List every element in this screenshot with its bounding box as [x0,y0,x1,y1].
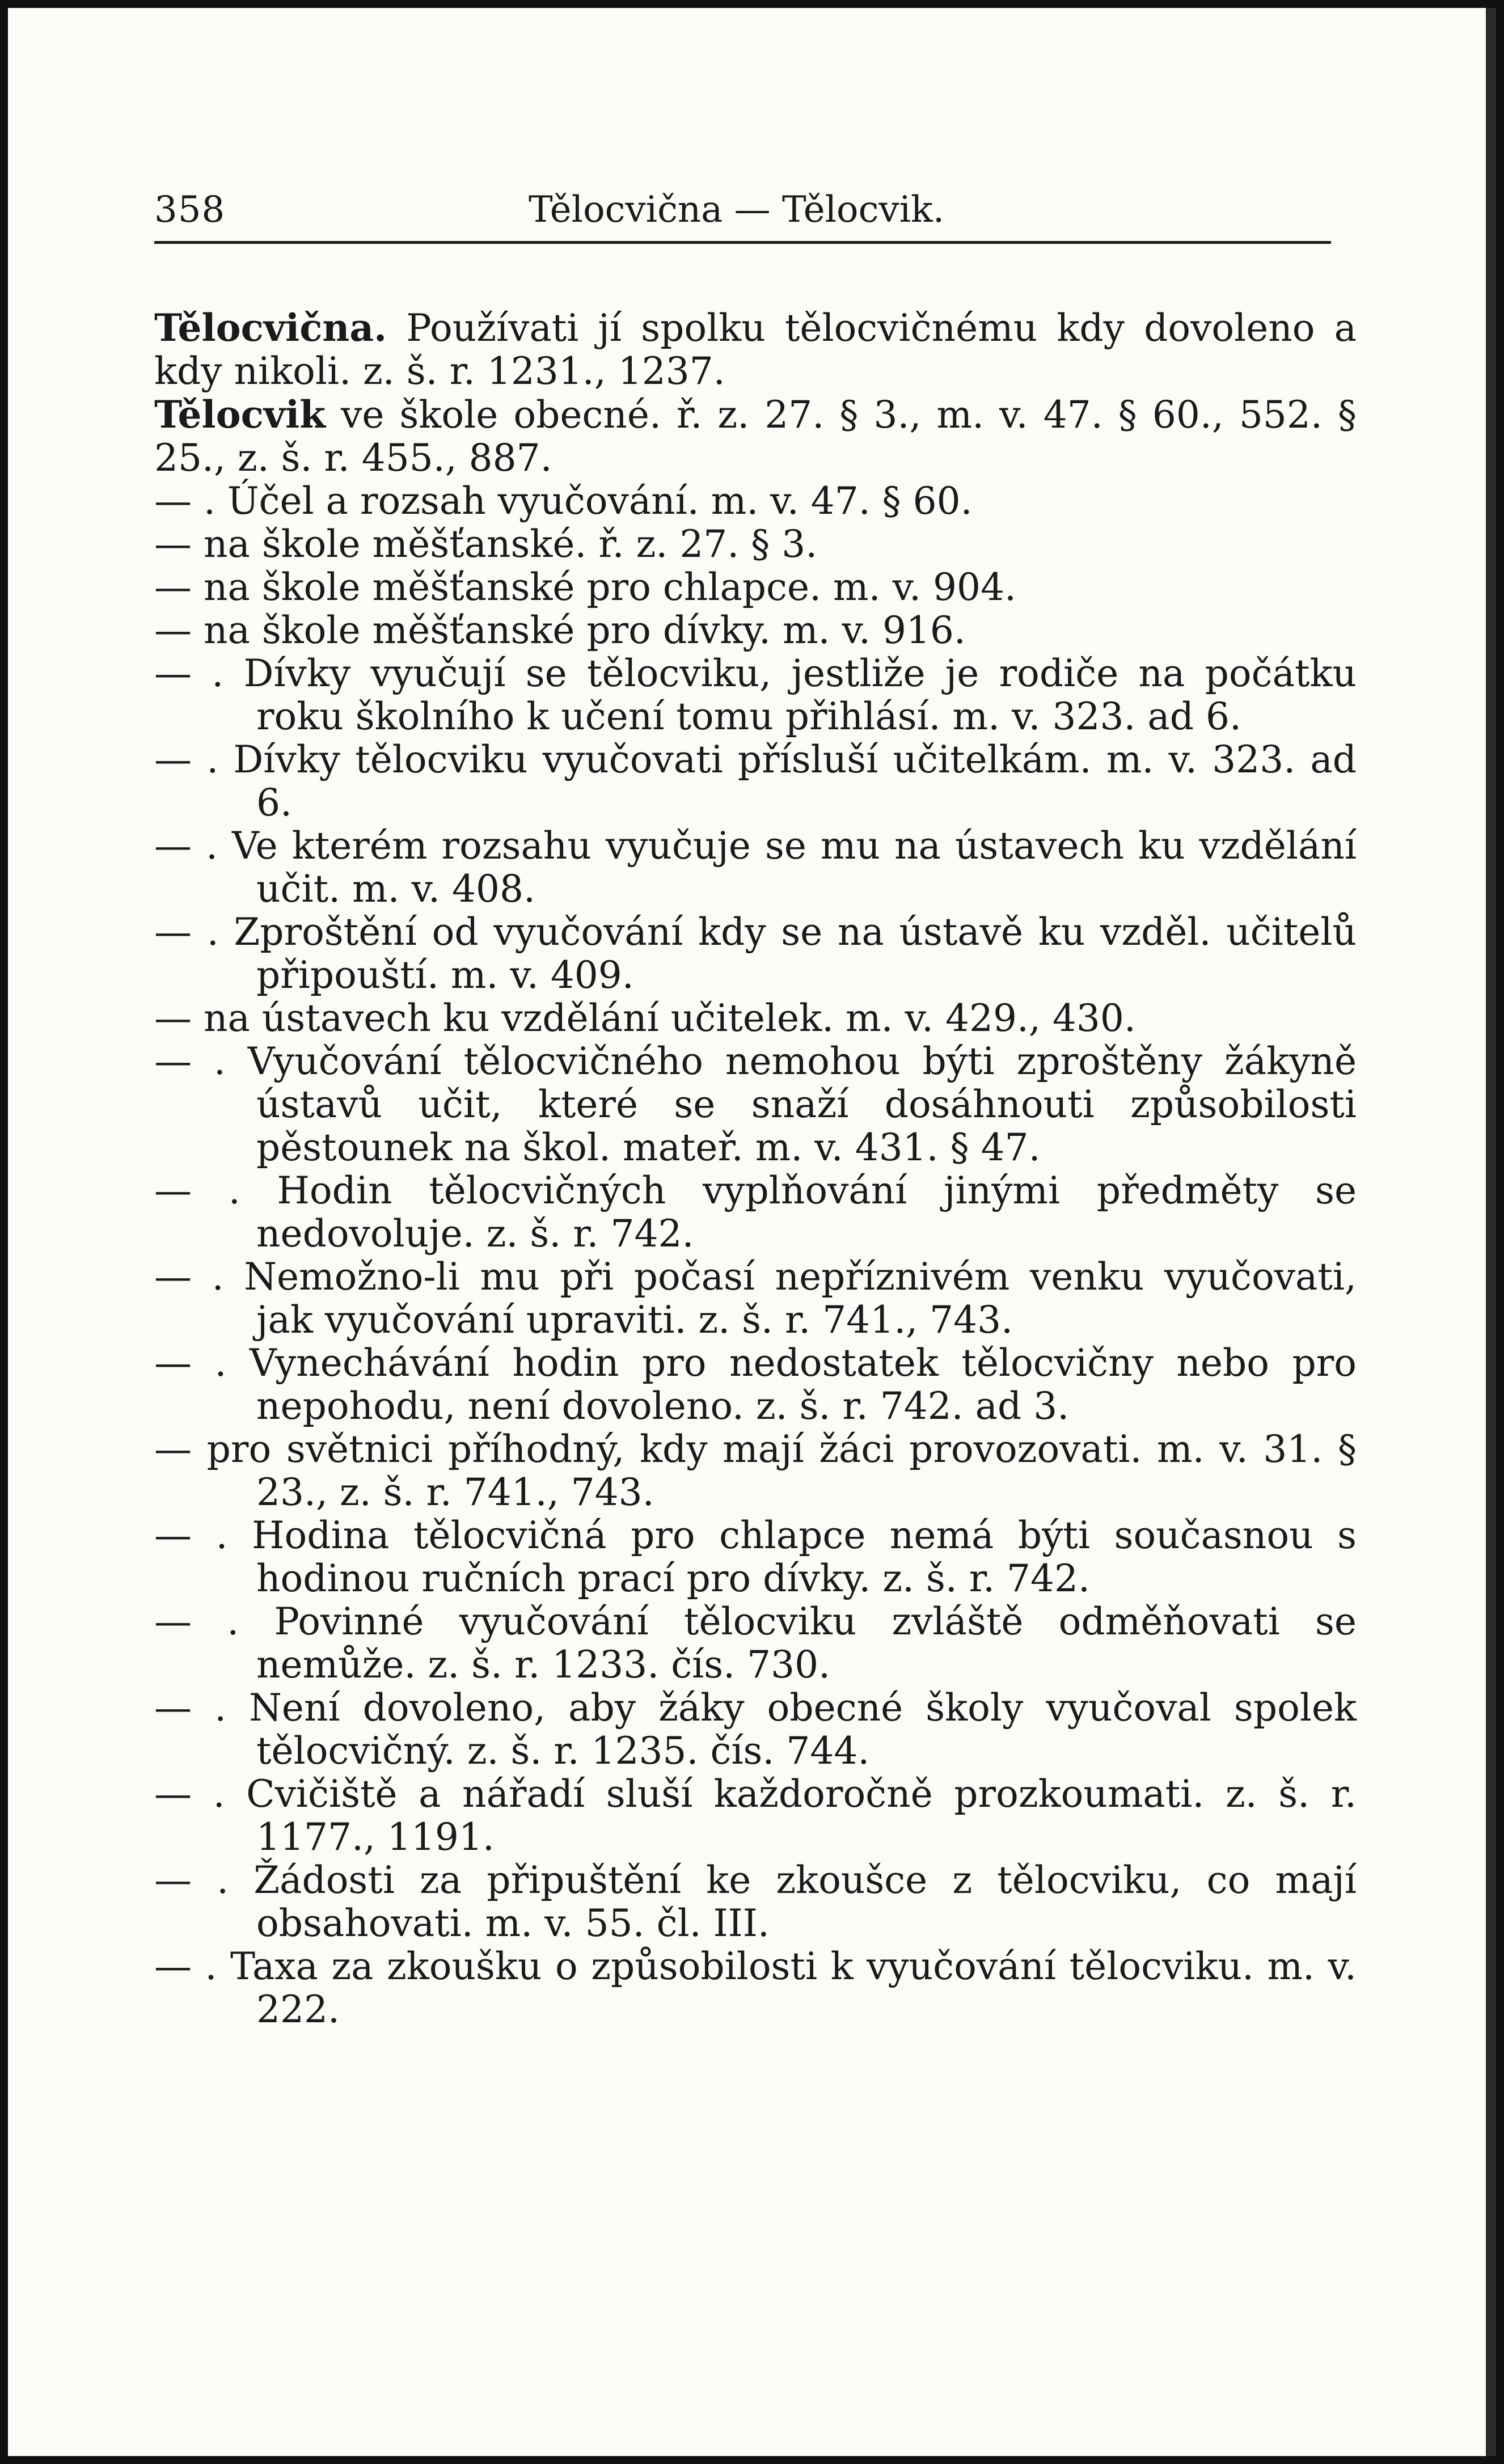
index-entries [154,306,1357,2031]
index-subentry: — . Povinné vyučování tělocviku zvláště odměňovati se nemůže. z. š. r. 1233. čís. 730. [154,1600,1357,1687]
page-number: 358 [154,189,226,231]
index-subentry: — na škole měšťanské pro dívky. m. v. 916. [154,608,966,652]
index-subentry: — . Dívky tělocviku vyučovati přísluší učitelkám. m. v. 323. ad 6. [154,738,1357,825]
index-subentry: — . Žádosti za připuštění ke zkoušce z tělocviku, co mají obsahovati. m. v. 55. čl. III. [154,1858,1357,1945]
page-header [154,184,1331,235]
index-subentry: — . Hodin tělocvičných vyplňování jinými předměty se nedovoluje. z. š. r. 742. [154,1169,1357,1256]
entry-headword: Tělocvik [154,392,326,437]
index-subentry: — . Není dovoleno, aby žáky obecné školy vyučoval spolek tělocvičný. z. š. r. 1235. čís. 744. [154,1686,1357,1773]
index-subentry: — . Taxa za zkoušku o způsobilosti k vyučování tělocviku. m. v. 222. [154,1945,1357,2031]
index-subentry: — . Vynechávání hodin pro nedostatek tělocvičny nebo pro nepohodu, není dovoleno. z. š. r. 742. ad 3. [154,1341,1357,1428]
page-edge [1486,8,1496,2456]
index-subentry: — . Dívky vyučují se tělocviku, jestliže je rodiče na počátku roku školního k učení tomu přihlásí. m. v. 323. ad 6. [154,652,1357,738]
index-subentry: — . Vyučování tělocvičného nemohou býti zproštěny žákyně ústavů učit, které se snaží dosáhnouti způsobilosti pěstounek na škol. mateř. m. v. 431. § 47. [154,1039,1357,1169]
entry-text: ve škole obecné. ř. z. 27. § 3., m. v. 47. § 60., 552. § 25., z. š. r. 455., 887. [154,393,1357,480]
index-subentry: — . Účel a rozsah vyučování. m. v. 47. § 60. [154,479,973,523]
index-entry [154,393,1357,480]
index-subentry: — . Zproštění od vyučování kdy se na ústavě ku vzděl. učitelů připouští. m. v. 409. [154,910,1357,997]
index-subentry: — na ústavech ku vzdělání učitelek. m. v. 429., 430. [154,996,1136,1040]
header-rule [154,241,1331,244]
index-subentry: — pro světnici příhodný, kdy mají žáci provozovati. m. v. 31. § 23., z. š. r. 741., 743. [154,1427,1357,1514]
index-subentry: — . Ve kterém rozsahu vyučuje se mu na ústavech ku vzdělání učit. m. v. 408. [154,824,1357,911]
index-subentry: — na škole měšťanské pro chlapce. m. v. 904. [154,565,1016,609]
index-subentry: — . Hodina tělocvičná pro chlapce nemá býti současnou s hodinou ručních prací pro dívky. z. š. r. 742. [154,1514,1357,1600]
index-subentry: — . Cvičiště a nářadí sluší každoročně prozkoumati. z. š. r. 1177., 1191. [154,1772,1357,1859]
index-subentry: — na škole měšťanské. ř. z. 27. § 3. [154,522,818,566]
entry-text: Používati jí spolku tělocvičnému kdy dovoleno a kdy nikoli. z. š. r. 1231., 1237. [154,306,1357,393]
index-entry [154,306,1357,393]
entry-headword: Tělocvična. [154,306,387,350]
running-head: Tělocvična — Tělocvik. [529,189,945,231]
index-subentry: — . Nemožno-li mu při počasí nepříznivém venku vyučovati, jak vyučování upraviti. z. š. r. 741., 743. [154,1255,1357,1342]
